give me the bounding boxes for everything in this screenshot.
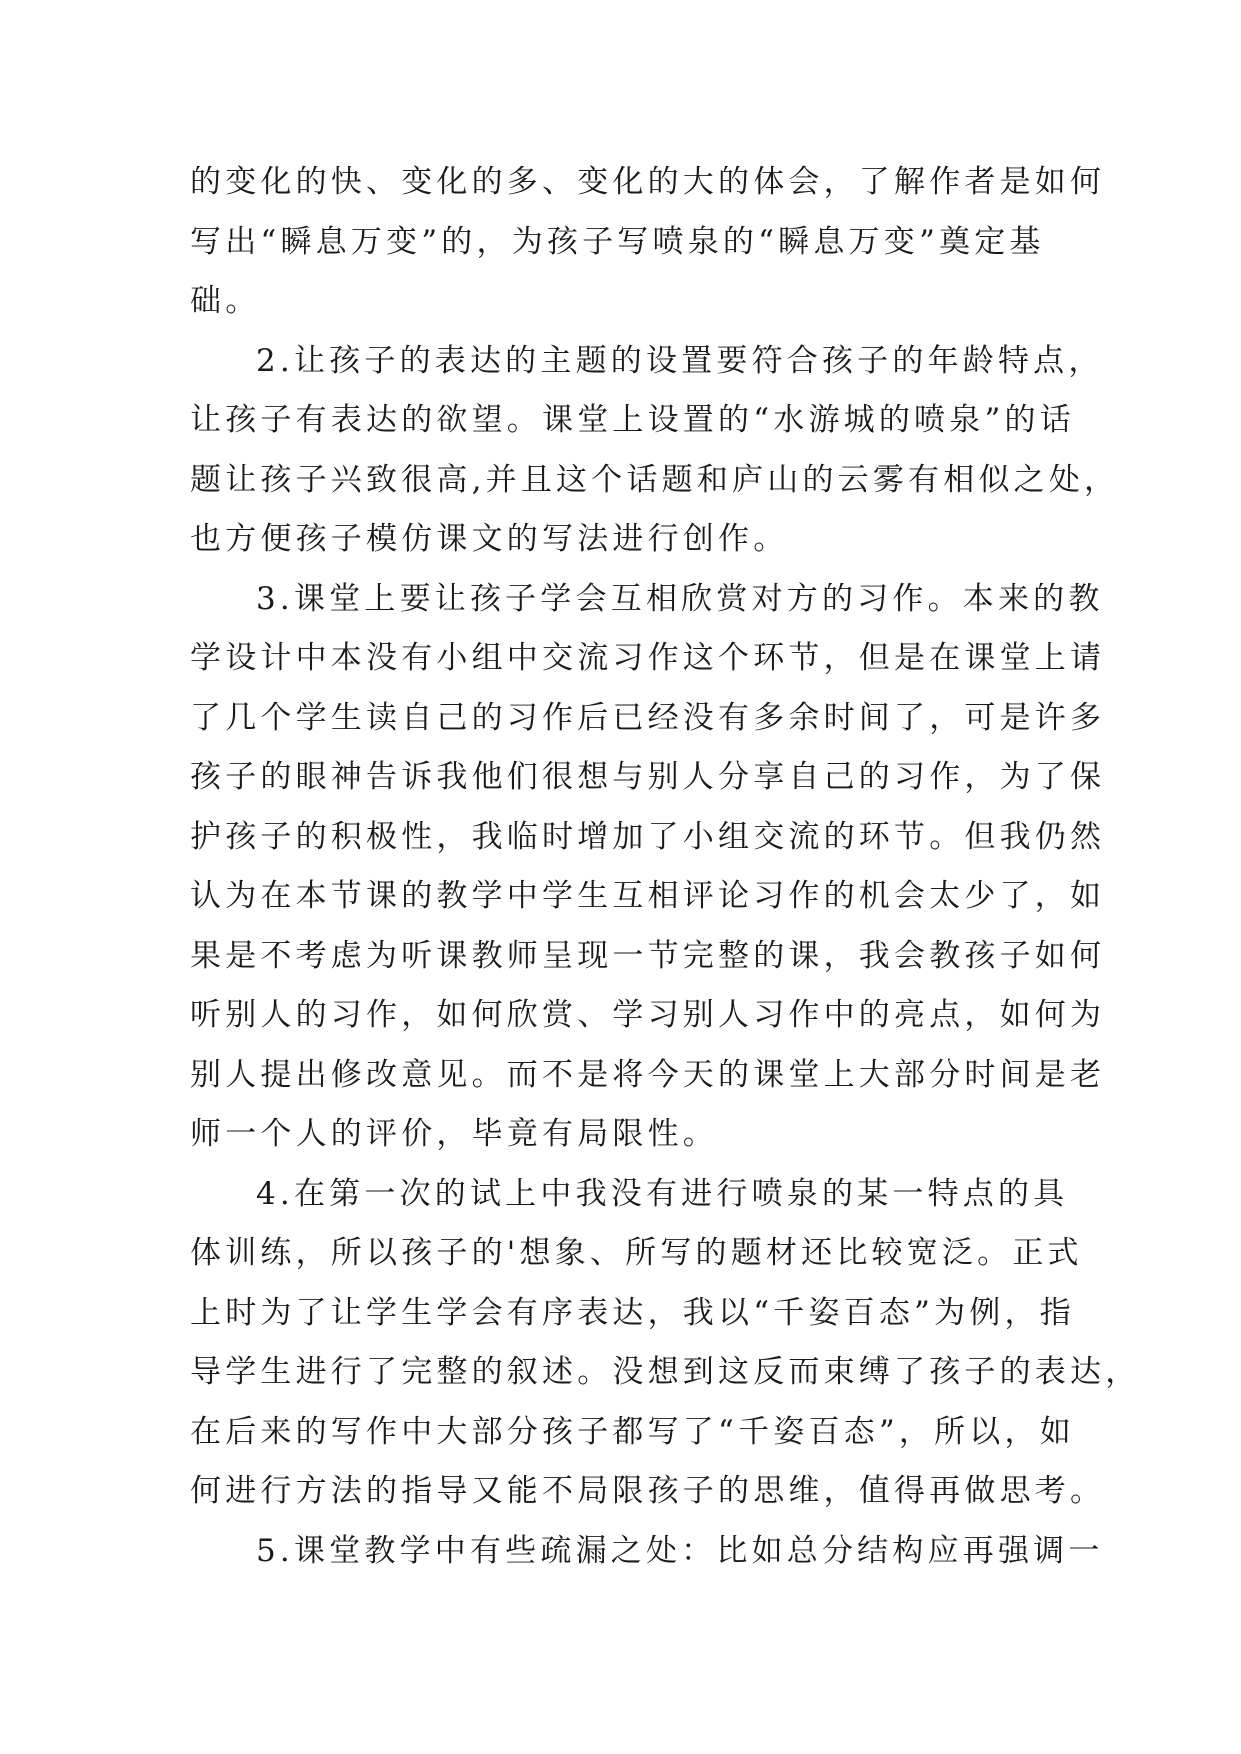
text-line-16: 别人提出修改意见。而不是将今天的课堂上大部分时间是老 [190,1056,1106,1093]
document-body-text [190,153,1141,1581]
text-line-21: 导学生进行了完整的叙述。没想到这反而束缚了孩子的表达， [190,1354,1141,1390]
text-line-12: 护孩子的积极性，我临时增加了小组交流的环节。但我仍然 [190,818,1106,855]
text-line-10: 了几个学生读自己的习作后已经没有多余时间了，可是许多 [190,699,1106,736]
text-line-18: 4.在第一次的试上中我没有进行喷泉的某一特点的具 [256,1175,1069,1212]
text-line-13: 认为在本节课的教学中学生互相评论习作的机会太少了，如 [190,878,1106,914]
text-line-2: 写出“瞬息万变”的，为孩子写喷泉的“瞬息万变”奠定基 [190,223,1045,260]
text-line-11: 孩子的眼神告诉我他们很想与别人分享自己的习作，为了保 [190,759,1106,795]
text-line-20: 上时为了让学生学会有序表达，我以“千姿百态”为例，指 [190,1294,1075,1331]
text-line-9: 学设计中本没有小组中交流习作这个环节，但是在课堂上请 [190,640,1106,676]
text-line-3: 础。 [190,283,261,319]
text-line-7: 也方便孩子模仿课文的写法进行创作。 [190,521,789,557]
text-line-17: 师一个人的评价，毕竟有局限性。 [190,1116,718,1152]
text-line-8: 3.课堂上要让孩子学会互相欣赏对方的习作。本来的教 [256,580,1104,617]
text-line-14: 果是不考虑为听课教师呈现一节完整的课，我会教孩子如何 [190,937,1106,974]
text-line-4: 2.让孩子的表达的主题的设置要符合孩子的年龄特点， [256,342,1104,379]
text-line-22: 在后来的写作中大部分孩子都写了“千姿百态”，所以，如 [190,1413,1075,1450]
text-line-23: 何进行方法的指导又能不局限孩子的思维，值得再做思考。 [190,1473,1106,1509]
text-line-15: 听别人的习作，如何欣赏、学习别人习作中的亮点，如何为 [190,997,1106,1033]
text-line-19: 体训练，所以孩子的'想象、所写的题材还比较宽泛。正式 [190,1235,1083,1271]
text-line-1: 的变化的快、变化的多、变化的大的体会，了解作者是如何 [190,164,1106,200]
text-line-24: 5.课堂教学中有些疏漏之处：比如总分结构应再强调一 [256,1532,1104,1569]
text-line-5: 让孩子有表达的欲望。课堂上设置的“水游城的喷泉”的话 [190,402,1075,438]
text-line-6: 题让孩子兴致很高,并且这个话题和庐山的云雾有相似之处， [190,461,1120,498]
